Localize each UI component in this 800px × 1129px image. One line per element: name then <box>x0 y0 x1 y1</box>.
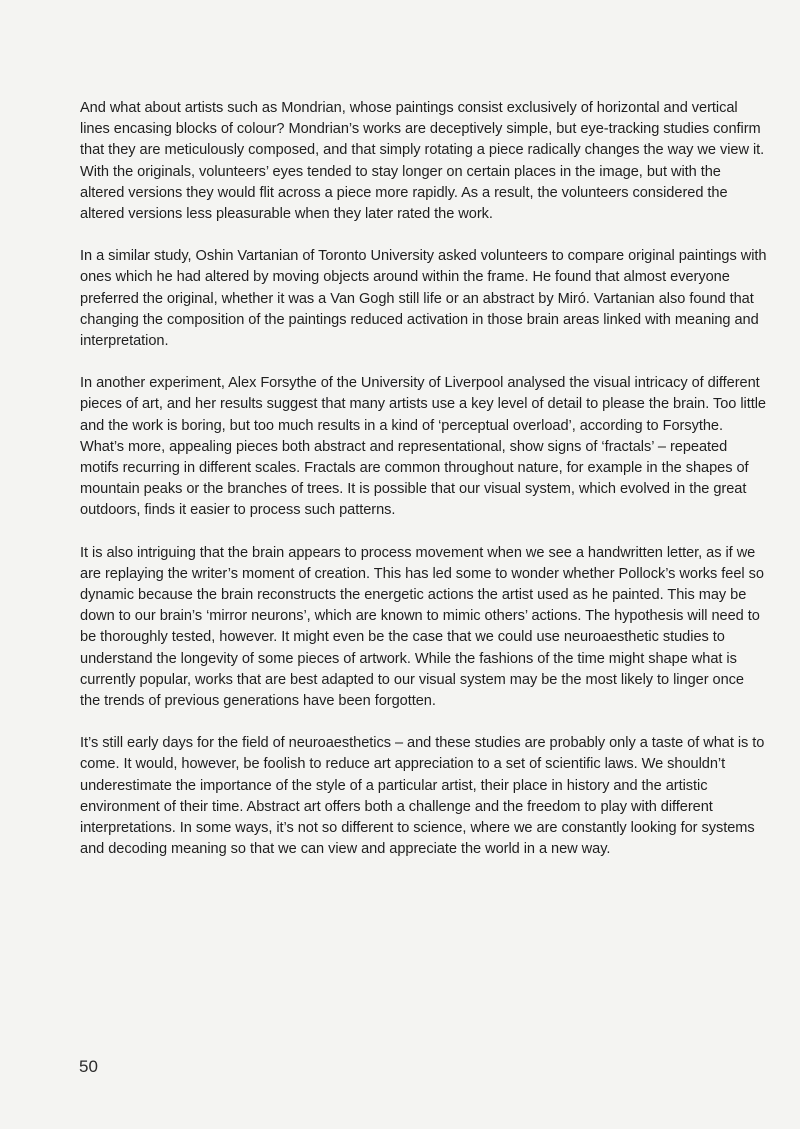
paragraph-mondrian: And what about artists such as Mondrian, whose paintings consist exclusively of horizontal and vertical lines encasing blocks of colour? Mondrian’s works are deceptively simple, but eye-tracking studies confirm that they are meticulously composed, and that simply rotating a piece radically changes the way we view it. With the originals, volunteers’ eyes tended to stay longer on certain places in the image, but with the altered versions they would flit across a piece more rapidly. As a result, the volunteers considered the altered versions less pleasurable when they later rated the work. <box>80 100 765 223</box>
paragraph-conclusion: It’s still early days for the field of neuroaesthetics – and these studies are probably only a taste of what is to come. It would, however, be foolish to reduce art appreciation to a set of scientific laws. We shouldn’t underestimate the importance of the style of a particular artist, their place in history and the artistic environment of their time. Abstract art offers both a challenge and the freedom to play with different interpretations. In some ways, it’s not so different to science, where we are constantly looking for systems and decoding meaning so that we can view and appreciate the world in a new way. <box>80 735 765 858</box>
paragraph-vartanian: In a similar study, Oshin Vartanian of Toronto University asked volunteers to compare original paintings with ones which he had altered by moving objects around within the frame. He found that almost everyone preferred the original, whether it was a Van Gogh still life or an abstract by Miró. Vartanian also found that changing the composition of the paintings reduced activation in those brain areas linked with meaning and interpretation. <box>80 248 767 350</box>
paragraph-forsythe: In another experiment, Alex Forsythe of the University of Liverpool analysed the visual intricacy of different pieces of art, and her results suggest that many artists use a key level of detail to please the brain. Too little and the work is boring, but too much results in a kind of ‘perceptual overload’, according to Forsythe. What’s more, appealing pieces both abstract and representational, show signs of ‘fractals’ – repeated motifs recurring in different scales. Fractals are common throughout nature, for example in the shapes of mountain peaks or the branches of trees. It is possible that our visual system, which evolved in the great outdoors, finds it easier to process such patterns. <box>80 375 766 519</box>
paragraph-pollock: It is also intriguing that the brain appears to process movement when we see a handwritten letter, as if we are replaying the writer’s moment of creation. This has led some to wonder whether Pollock’s works feel so dynamic because the brain reconstructs the energetic actions the artist used as he painted. This may be down to our brain’s ‘mirror neurons’, which are known to mimic others’ actions. The hypothesis will need to be thoroughly tested, however. It might even be the case that we could use neuroaesthetic studies to understand the longevity of some pieces of artwork. While the fashions of the time might shape what is currently popular, works that are best adapted to our visual system may be the most likely to linger once the trends of previous generations have been forgotten. <box>80 544 764 710</box>
page-number: 50 <box>79 1057 98 1076</box>
document-body <box>80 98 768 882</box>
